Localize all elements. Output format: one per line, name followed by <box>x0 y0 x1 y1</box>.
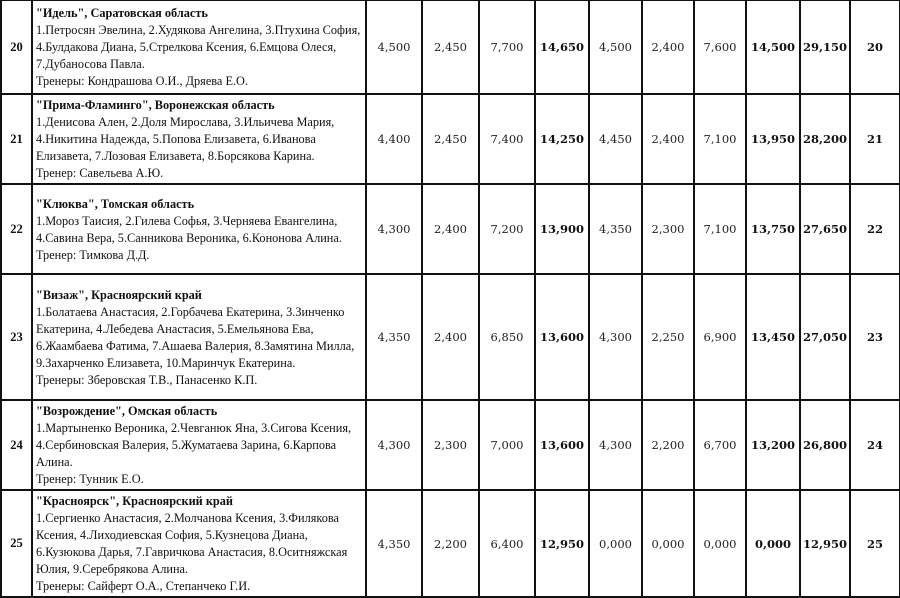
score-cell: 7,200 <box>479 184 535 274</box>
score-cell: 7,100 <box>694 94 746 184</box>
team-name: "Клюква", Томская область <box>36 196 195 211</box>
team-cell <box>32 94 366 184</box>
team-coaches: Тренеры: Зберовская Т.В., Панасенко К.П. <box>36 372 258 387</box>
score-cell: 2,450 <box>422 94 479 184</box>
team-name: "Возрождение", Омская область <box>36 404 218 418</box>
subtotal-cell: 0,000 <box>746 490 800 597</box>
score-cell: 4,400 <box>366 94 422 184</box>
table-row <box>1 274 900 400</box>
subtotal-cell: 13,450 <box>746 274 800 400</box>
rank-cell: 22 <box>850 184 900 274</box>
team-members: 1.Денисова Ален, 2.Доля Мирослава, 3.Ильичева Мария, 4.Никитина Надежда, 5.Попова Елизавета, 6.Иванова Елизавета, 7.Лозовая Елизавета, 8.Борсякова Карина. <box>36 115 335 163</box>
team-name: "Прима-Фламинго", Воронежская область <box>36 98 275 112</box>
team-coaches: Тренер: Тунник Е.О. <box>36 472 144 486</box>
score-cell: 0,000 <box>589 490 642 597</box>
score-cell: 4,500 <box>366 0 422 94</box>
score-cell: 7,400 <box>479 94 535 184</box>
team-cell <box>32 0 366 94</box>
score-cell: 4,450 <box>589 94 642 184</box>
place-cell: 20 <box>1 0 32 94</box>
score-cell: 2,300 <box>422 400 479 490</box>
subtotal-cell: 14,650 <box>535 0 589 94</box>
team-cell <box>32 400 366 490</box>
team-coaches: Тренеры: Сайферт О.А., Степанчеко Г.И. <box>36 579 251 593</box>
total-cell: 27,050 <box>800 274 850 400</box>
score-cell: 4,500 <box>589 0 642 94</box>
score-cell: 2,300 <box>642 184 694 274</box>
score-cell: 6,900 <box>694 274 746 400</box>
subtotal-cell: 13,950 <box>746 94 800 184</box>
score-cell: 2,200 <box>642 400 694 490</box>
team-name: "Красноярск", Красноярский край <box>36 494 233 508</box>
total-cell: 29,150 <box>800 0 850 94</box>
score-cell: 4,300 <box>366 400 422 490</box>
subtotal-cell: 12,950 <box>535 490 589 597</box>
table-row <box>1 490 900 597</box>
team-cell <box>32 490 366 597</box>
score-cell: 6,700 <box>694 400 746 490</box>
team-members: 1.Мороз Таисия, 2.Гилева Софья, 3.Черняева Евангелина, 4.Савина Вера, 5.Санникова Вероника, 6.Кононова Алина. <box>36 213 342 245</box>
rank-cell: 25 <box>850 490 900 597</box>
subtotal-cell: 13,200 <box>746 400 800 490</box>
team-members: 1.Мартыненко Вероника, 2.Чевганюк Яна, 3.Сигова Ксения, 4.Сербиновская Валерия, 5.Жуматаева Зарина, 6.Карпова Алина. <box>36 421 352 469</box>
rank-cell: 24 <box>850 400 900 490</box>
rank-cell: 21 <box>850 94 900 184</box>
score-cell: 4,350 <box>366 490 422 597</box>
subtotal-cell: 13,900 <box>535 184 589 274</box>
score-cell: 0,000 <box>642 490 694 597</box>
score-cell: 2,450 <box>422 0 479 94</box>
table-row <box>1 184 900 274</box>
team-coaches: Тренеры: Кондрашова О.И., Дряева Е.О. <box>36 74 248 88</box>
total-cell: 12,950 <box>800 490 850 597</box>
place-cell: 23 <box>1 274 32 400</box>
score-cell: 7,100 <box>694 184 746 274</box>
place-cell: 24 <box>1 400 32 490</box>
rank-cell: 20 <box>850 0 900 94</box>
total-cell: 28,200 <box>800 94 850 184</box>
team-name: "Визаж", Красноярский край <box>36 287 202 302</box>
subtotal-cell: 13,600 <box>535 274 589 400</box>
team-cell <box>32 274 366 400</box>
subtotal-cell: 13,750 <box>746 184 800 274</box>
score-cell: 7,600 <box>694 0 746 94</box>
score-cell: 2,400 <box>642 0 694 94</box>
total-cell: 27,650 <box>800 184 850 274</box>
score-cell: 6,850 <box>479 274 535 400</box>
total-cell: 26,800 <box>800 400 850 490</box>
subtotal-cell: 14,500 <box>746 0 800 94</box>
score-cell: 2,400 <box>642 94 694 184</box>
team-coaches: Тренер: Тимкова Д.Д. <box>36 247 150 262</box>
table-row <box>1 94 900 184</box>
table-row <box>1 0 900 94</box>
score-cell: 7,700 <box>479 0 535 94</box>
score-cell: 7,000 <box>479 400 535 490</box>
subtotal-cell: 14,250 <box>535 94 589 184</box>
score-cell: 2,200 <box>422 490 479 597</box>
team-name: "Идель", Саратовская область <box>36 6 208 20</box>
table-row <box>1 400 900 490</box>
place-cell: 22 <box>1 184 32 274</box>
score-cell: 4,350 <box>366 274 422 400</box>
team-members: 1.Сергиенко Анастасия, 2.Молчанова Ксения, 3.Филякова Ксения, 4.Лиходиевская София, 5.Кузнецова Диана, 6.Кузюкова Дарья, 7.Гавричкова Анастасия, 8.Оситняжская Юлия, 9.Серебрякова Алина. <box>36 511 348 576</box>
team-members: 1.Болатаева Анастасия, 2.Горбачева Екатерина, 3.Зинченко Екатерина, 4.Лебедева Анастасия, 5.Емельянова Ева, 6.Жаамбаева Фатима, 7.Ашаева Валерия, 8.Замятина Милла, 9.Захарченко Елизавета, 10.Маринчук Екатерина. <box>36 304 355 370</box>
score-cell: 4,300 <box>366 184 422 274</box>
score-cell: 0,000 <box>694 490 746 597</box>
place-cell: 21 <box>1 94 32 184</box>
rank-cell: 23 <box>850 274 900 400</box>
team-coaches: Тренер: Савельева А.Ю. <box>36 166 164 180</box>
team-members: 1.Петросян Эвелина, 2.Худякова Ангелина, 3.Птухина София, 4.Булдакова Диана, 5.Стрелкова Ксения, 6.Емцова Олеся, 7.Дубаносова Павла. <box>36 23 361 71</box>
subtotal-cell: 13,600 <box>535 400 589 490</box>
place-cell: 25 <box>1 490 32 597</box>
score-cell: 2,400 <box>422 184 479 274</box>
team-cell <box>32 184 366 274</box>
score-cell: 6,400 <box>479 490 535 597</box>
score-cell: 4,350 <box>589 184 642 274</box>
score-cell: 2,250 <box>642 274 694 400</box>
score-cell: 4,300 <box>589 274 642 400</box>
score-cell: 4,300 <box>589 400 642 490</box>
score-cell: 2,400 <box>422 274 479 400</box>
